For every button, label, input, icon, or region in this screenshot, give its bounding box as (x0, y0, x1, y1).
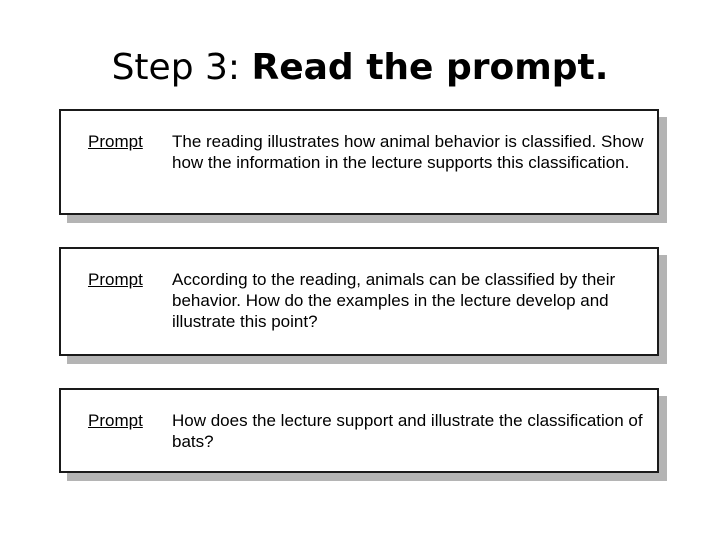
prompt-box-3 (59, 388, 659, 473)
prompt-label: Prompt (88, 270, 143, 289)
prompt-text: The reading illustrates how animal behavior is classified. Show how the information in the lecture supports this classification. (172, 132, 644, 172)
prompt-text: How does the lecture support and illustrate the classification of bats? (172, 411, 643, 451)
prompt-label: Prompt (88, 132, 143, 151)
slide-title (0, 40, 720, 96)
title-emphasis: Read the prompt. (251, 47, 609, 88)
prompt-box-1 (59, 109, 659, 215)
prompt-label: Prompt (88, 411, 143, 430)
prompt-box-2 (59, 247, 659, 356)
title-prefix: Step 3: (111, 47, 252, 88)
prompt-text: According to the reading, animals can be classified by their behavior. How do the examples in the lecture develop and illustrate this point? (172, 270, 616, 331)
